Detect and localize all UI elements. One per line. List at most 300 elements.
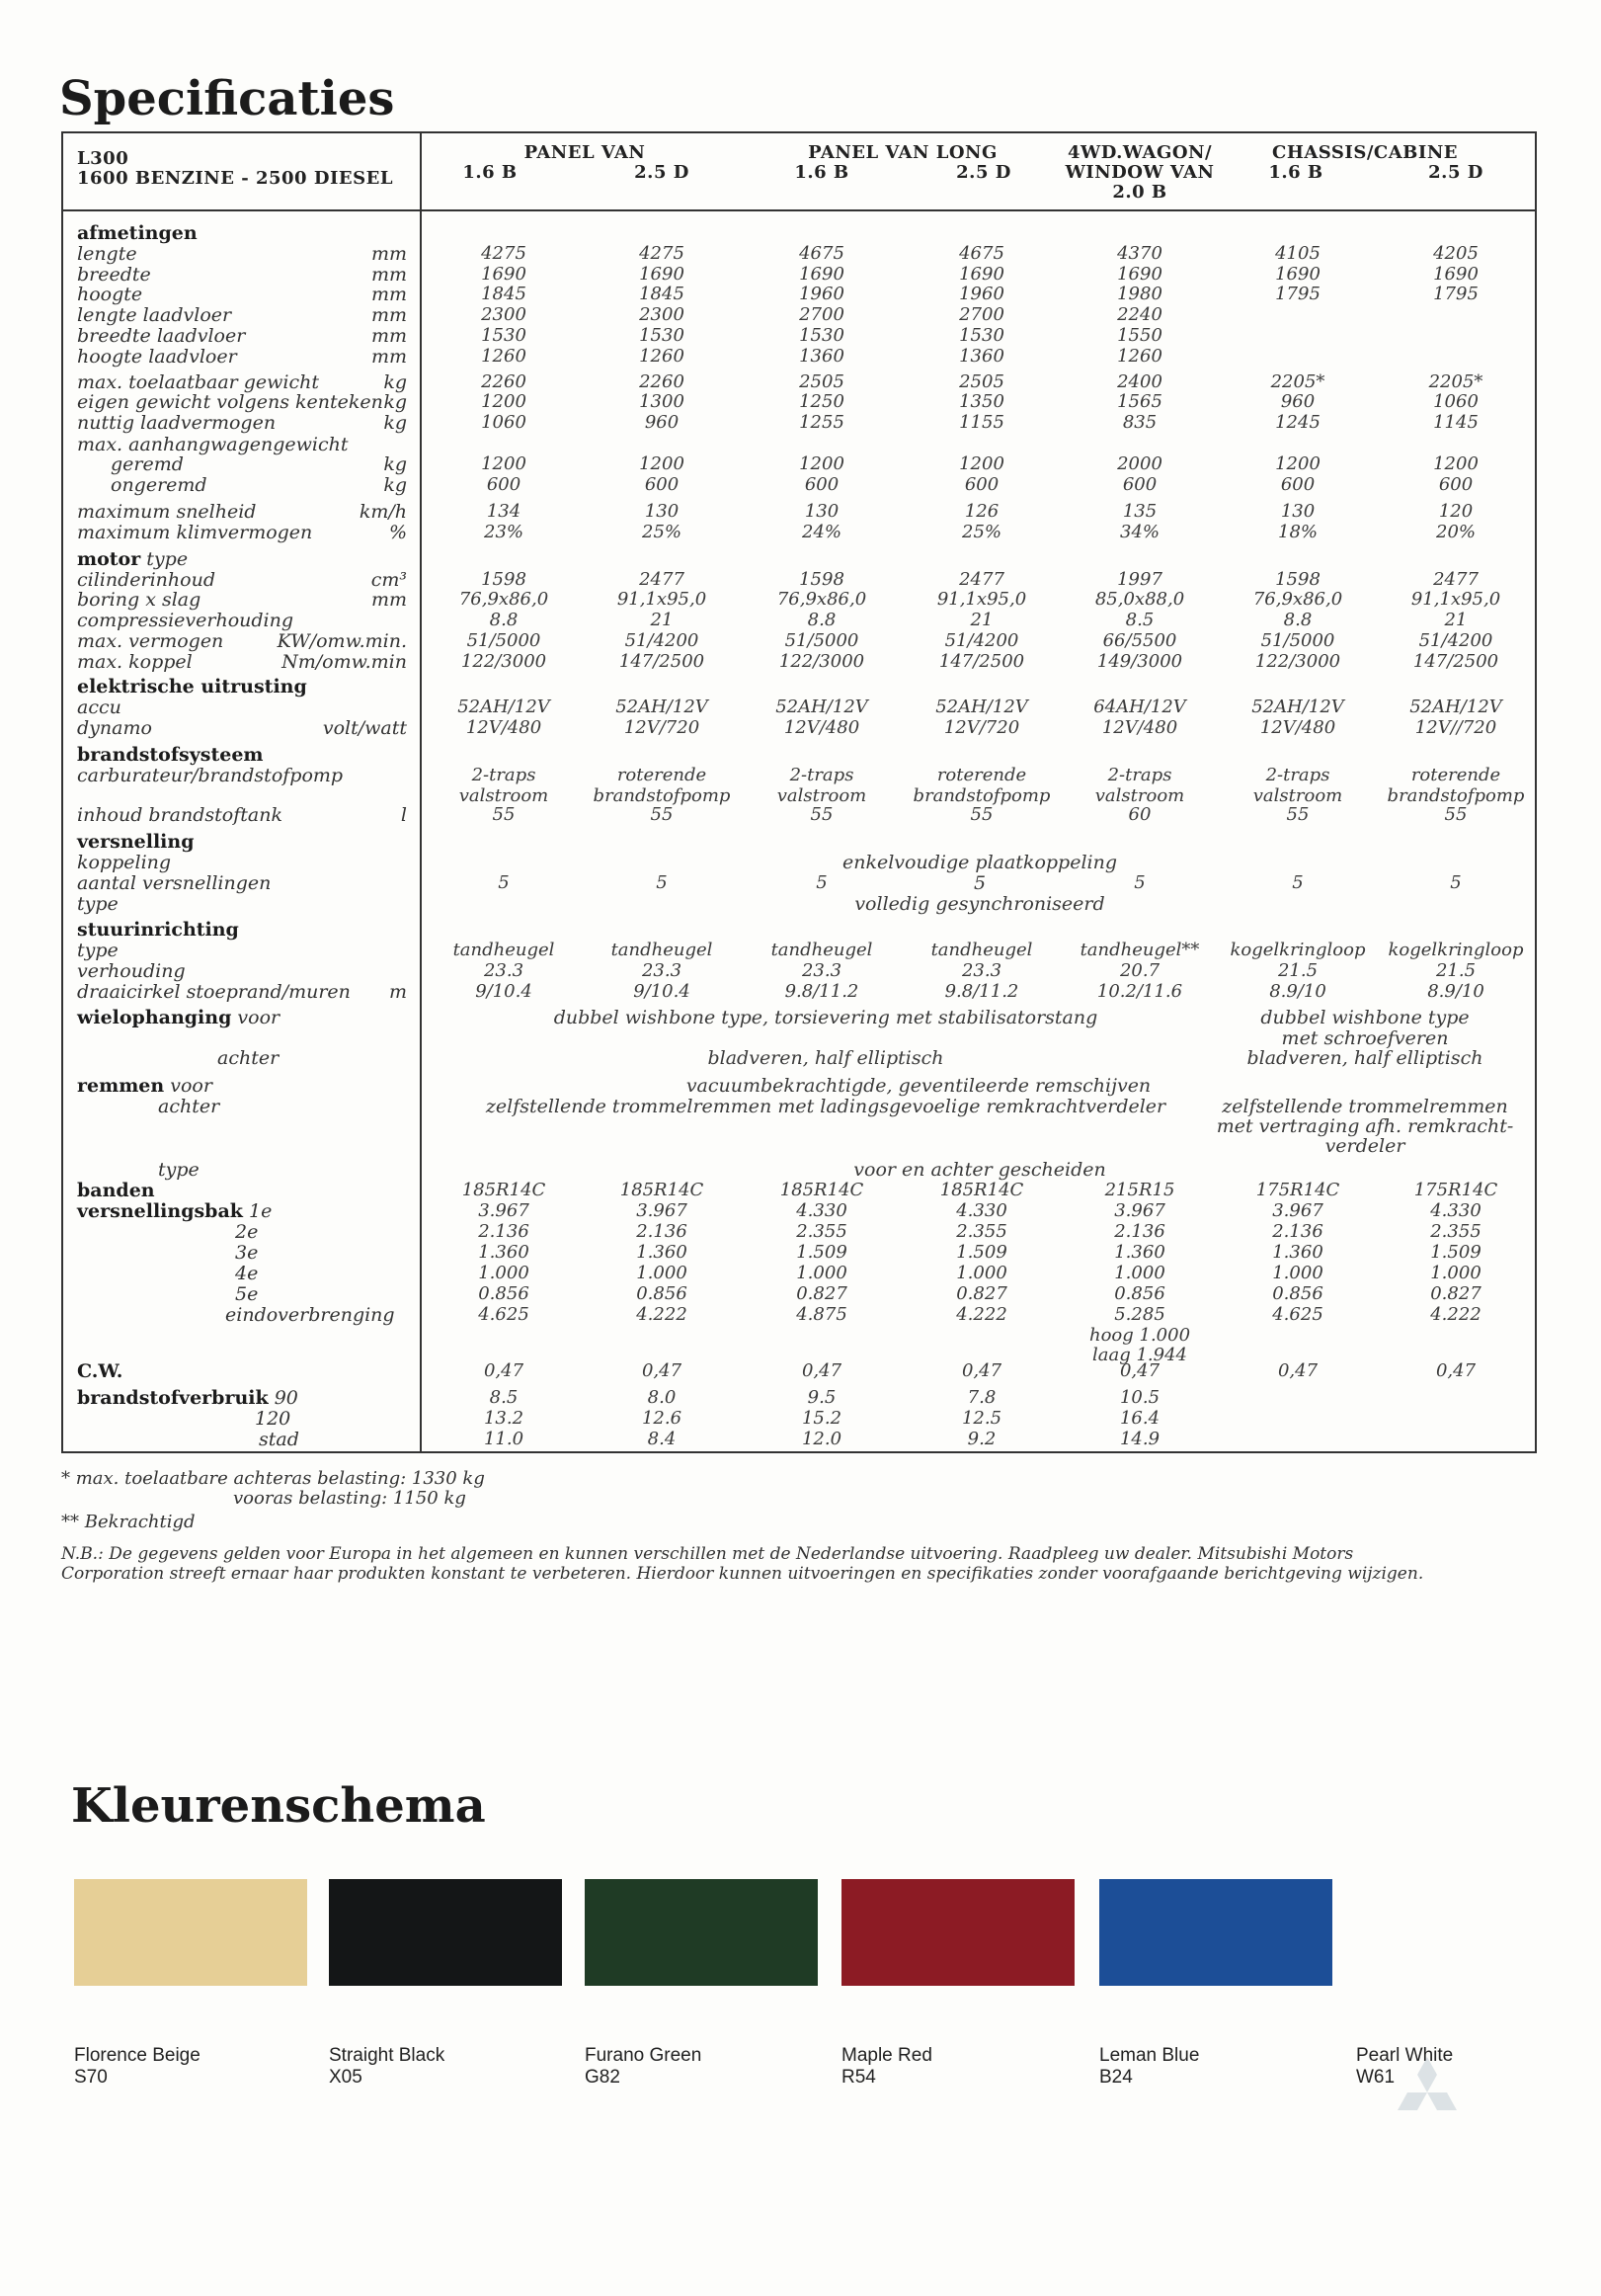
table-cell: 55: [810, 804, 834, 825]
row-label-suffix: voor: [231, 1007, 280, 1028]
row-label: 4e: [235, 1263, 259, 1284]
table-cell: 1.000: [478, 1263, 529, 1283]
row-unit: km/h: [359, 501, 407, 523]
row-unit: l: [400, 804, 407, 826]
table-cell: 4.222: [1430, 1304, 1481, 1325]
table-cell: 1260: [481, 346, 526, 367]
table-cell: 1.360: [1114, 1242, 1165, 1263]
row-label: max. koppel: [77, 651, 193, 673]
table-cell: tandheugel: [452, 940, 555, 960]
spanning-cell: volledig gesynchroniseerd: [854, 893, 1105, 915]
table-cell: 2-traps: [1107, 765, 1172, 785]
table-cell: 2400: [1117, 371, 1162, 392]
group-header: PANEL VAN LONG: [808, 142, 998, 163]
row-label: brandstofsysteem: [77, 744, 264, 766]
disclaimer-line-1: N.B.: De gegevens gelden voor Europa in het algemeen en kunnen verschillen met de Nederlandse uitvoering. Raadpleeg uw dealer. Mitsubishi Motors: [61, 1544, 1354, 1564]
table-cell: 5: [1134, 872, 1146, 893]
row-unit: mm: [370, 346, 407, 368]
table-cell: 2.355: [1430, 1221, 1481, 1242]
table-cell: 1565: [1117, 391, 1162, 412]
row-label: banden: [77, 1180, 155, 1201]
table-cell: 2260: [481, 371, 526, 392]
row-label: achter: [158, 1096, 220, 1117]
table-cell: 1200: [481, 453, 526, 474]
table-cell: 4.625: [1272, 1304, 1323, 1325]
table-cell: 8.8: [1283, 610, 1313, 630]
table-cell: kogelkringloop: [1230, 940, 1366, 960]
row-label: type: [158, 1159, 200, 1181]
table-cell: 0.827: [1430, 1283, 1481, 1304]
table-cell: valstroom: [776, 785, 867, 806]
color-code: R54: [841, 2067, 876, 2088]
table-cell: 1980: [1117, 284, 1162, 304]
table-cell: 1245: [1275, 412, 1321, 433]
row-unit: mm: [370, 284, 407, 305]
row-label: verhouding: [77, 960, 186, 982]
table-cell: 91,1x95,0: [1410, 589, 1501, 610]
table-cell: 1960: [799, 284, 844, 304]
table-cell: 1200: [639, 453, 684, 474]
table-cell: 13.2: [483, 1408, 524, 1429]
row-label: aantal versnellingen: [77, 872, 272, 894]
row-label: dynamo: [77, 717, 152, 739]
row-label: stuurinrichting: [77, 919, 239, 941]
table-cell: 51/5000: [466, 630, 541, 651]
table-cell: 1690: [1275, 264, 1321, 285]
table-cell: 91,1x95,0: [616, 589, 707, 610]
row-label-group: [77, 1388, 298, 1408]
table-cell: 0,47: [801, 1360, 842, 1381]
table-cell: 9.5: [807, 1387, 837, 1408]
table-cell: 12.6: [641, 1408, 682, 1429]
color-code: G82: [585, 2067, 620, 2088]
row-label: stad: [259, 1429, 299, 1450]
table-cell: 4370: [1117, 243, 1162, 264]
table-cell: valstroom: [458, 785, 549, 806]
spanning-cell: enkelvoudige plaatkoppeling: [841, 852, 1118, 873]
table-cell: 51/4200: [944, 630, 1019, 651]
table-cell: 4.222: [636, 1304, 687, 1325]
table-cell: 175R14C: [1413, 1180, 1498, 1200]
row-label-suffix: 90: [268, 1387, 298, 1409]
group-header-line2: WINDOW VAN: [1065, 162, 1215, 183]
color-swatch: [841, 1879, 1075, 1986]
table-corner-engines: 1600 BENZINE - 2500 DIESEL: [77, 168, 393, 189]
table-cell: tandheugel: [930, 940, 1033, 960]
table-cell: 1060: [481, 412, 526, 433]
table-header-divider: [61, 209, 1537, 211]
table-cell: 2205*: [1428, 371, 1483, 392]
table-cell: 0.856: [1114, 1283, 1165, 1304]
row-label: wielophanging: [77, 1007, 232, 1028]
row-label: ongeremd: [111, 474, 207, 496]
table-cell: 4.330: [796, 1200, 847, 1221]
row-label: carburateur/brandstofpomp: [77, 765, 344, 786]
table-cell: roterende: [616, 765, 707, 785]
table-cell: 130: [644, 501, 680, 522]
footnote-axle-front: vooras belasting: 1150 kg: [233, 1488, 466, 1509]
color-name: Leman Blue: [1099, 2045, 1200, 2066]
table-cell: 8.8: [489, 610, 519, 630]
color-title: Kleurenschema: [71, 1778, 486, 1834]
spanning-cell: dubbel wishbone type: [1260, 1007, 1470, 1028]
group-header-line3: 2.0 B: [1112, 182, 1167, 203]
table-cell: 1155: [959, 412, 1004, 433]
table-cell: brandstofpomp: [1387, 785, 1525, 806]
table-cell: 1598: [1275, 569, 1321, 590]
row-label: lengte: [77, 243, 137, 265]
table-cell: 5: [656, 872, 668, 893]
table-cell: 960: [1280, 391, 1316, 412]
table-cell: 1.000: [796, 1263, 847, 1283]
color-code: X05: [329, 2067, 362, 2088]
table-cell: 9.8/11.2: [784, 981, 859, 1002]
table-cell: 1598: [481, 569, 526, 590]
table-cell: 2300: [481, 304, 526, 325]
color-label: [329, 2045, 444, 2089]
table-label-divider: [420, 131, 422, 1453]
table-cell: 51/5000: [1260, 630, 1335, 651]
table-cell: 76,9x86,0: [1252, 589, 1343, 610]
row-label: cilinderinhoud: [77, 569, 215, 591]
table-cell: 147/2500: [938, 651, 1025, 672]
table-cell: 1300: [639, 391, 684, 412]
table-cell: 1200: [1275, 453, 1321, 474]
spanning-cell: voor en achter gescheiden: [853, 1159, 1106, 1181]
table-cell: 8.9/10: [1269, 981, 1326, 1002]
table-cell: roterende: [1410, 765, 1501, 785]
table-cell: 600: [644, 474, 680, 495]
table-cell: 130: [804, 501, 840, 522]
table-cell: 55: [1444, 804, 1468, 825]
table-cell: 21: [970, 610, 994, 630]
color-name: Furano Green: [585, 2045, 702, 2066]
row-label-group: [77, 1201, 272, 1221]
table-cell: 4205: [1433, 243, 1479, 264]
table-cell: 215R15: [1104, 1180, 1175, 1200]
table-cell: 1360: [799, 346, 844, 367]
table-cell: 3.967: [1114, 1200, 1165, 1221]
table-cell: 0.856: [478, 1283, 529, 1304]
table-cell: 0.856: [636, 1283, 687, 1304]
row-unit: KW/omw.min.: [277, 630, 407, 652]
table-cell: 1.000: [1430, 1263, 1481, 1283]
table-cell: 2300: [639, 304, 684, 325]
table-cell: 1200: [481, 391, 526, 412]
table-cell: 2477: [639, 569, 684, 590]
table-cell: 25%: [641, 522, 682, 542]
table-cell: 23.3: [483, 960, 524, 981]
table-cell: 52AH/12V: [775, 697, 868, 717]
group-header: PANEL VAN: [523, 142, 646, 163]
table-cell: 1255: [799, 412, 844, 433]
row-label: max. vermogen: [77, 630, 224, 652]
table-cell: brandstofpomp: [593, 785, 731, 806]
row-label: 120: [255, 1408, 291, 1430]
table-cell: 4275: [481, 243, 526, 264]
table-cell: 14.9: [1119, 1429, 1161, 1449]
color-name: Maple Red: [841, 2045, 932, 2066]
table-cell: 147/2500: [618, 651, 705, 672]
table-cell: 21: [650, 610, 674, 630]
table-cell: 1530: [799, 325, 844, 346]
table-cell: 9.8/11.2: [944, 981, 1019, 1002]
table-cell: 23%: [483, 522, 524, 542]
table-cell: 122/3000: [460, 651, 547, 672]
color-label: [841, 2045, 932, 2089]
table-cell: 1360: [959, 346, 1004, 367]
mitsubishi-logo-icon: [1393, 2055, 1462, 2124]
table-cell: 1795: [1275, 284, 1321, 304]
table-cell: 130: [1280, 501, 1316, 522]
row-label-suffix: type: [140, 548, 189, 570]
table-cell: 15.2: [801, 1408, 842, 1429]
table-cell: 600: [1438, 474, 1474, 495]
table-cell: 1690: [959, 264, 1004, 285]
table-cell: 20%: [1435, 522, 1477, 542]
column-header: 1.6 B: [1268, 162, 1323, 183]
spanning-cell: met vertraging afh. remkracht-: [1216, 1115, 1514, 1137]
table-cell: 4.875: [796, 1304, 847, 1325]
table-cell: 0.827: [796, 1283, 847, 1304]
table-cell: 1.509: [1430, 1242, 1481, 1263]
row-unit: cm³: [370, 569, 407, 591]
color-label: [1099, 2045, 1199, 2089]
table-cell: brandstofpomp: [913, 785, 1051, 806]
table-cell: 51/4200: [624, 630, 699, 651]
table-cell: 147/2500: [1412, 651, 1499, 672]
table-cell: 2700: [959, 304, 1004, 325]
table-cell: 5: [816, 872, 828, 893]
table-cell: 1200: [799, 453, 844, 474]
table-cell: 21.5: [1277, 960, 1319, 981]
row-label: koppeling: [77, 852, 172, 873]
table-cell: 2.136: [1114, 1221, 1165, 1242]
table-cell: 2-traps: [1265, 765, 1330, 785]
row-unit: Nm/omw.min: [281, 651, 407, 673]
row-unit: %: [388, 522, 407, 543]
row-label: inhoud brandstoftank: [77, 804, 282, 826]
table-cell: 1250: [799, 391, 844, 412]
table-cell: 135: [1122, 501, 1158, 522]
column-header: 2.5 D: [1428, 162, 1483, 183]
color-label: [585, 2045, 701, 2089]
row-label: eindoverbrenging: [225, 1304, 395, 1326]
table-cell: 0,47: [1435, 1360, 1477, 1381]
table-cell: 60: [1128, 804, 1152, 825]
table-cell: 2477: [959, 569, 1004, 590]
spanning-cell: verdeler: [1324, 1135, 1405, 1157]
table-cell: 2.355: [796, 1221, 847, 1242]
color-swatch: [329, 1879, 562, 1986]
table-cell: 64AH/12V: [1093, 697, 1186, 717]
table-cell: valstroom: [1252, 785, 1343, 806]
column-header: 1.6 B: [794, 162, 849, 183]
row-label: hoogte: [77, 284, 143, 305]
table-cell: 52AH/12V: [935, 697, 1028, 717]
row-label: compressieverhouding: [77, 610, 294, 631]
table-cell: 9/10.4: [475, 981, 532, 1002]
table-cell: 0,47: [483, 1360, 524, 1381]
spanning-cell: zelfstellende trommelremmen met ladingsgevoelige remkrachtverdeler: [485, 1096, 1166, 1117]
table-cell: laag 1.944: [1092, 1345, 1187, 1365]
table-corner-model: L300: [77, 148, 129, 169]
table-cell: 600: [486, 474, 521, 495]
table-cell: 12V/480: [1259, 717, 1336, 738]
table-cell: 52AH/12V: [615, 697, 708, 717]
table-cell: 12V/480: [783, 717, 860, 738]
row-label: versnelling: [77, 831, 195, 853]
table-cell: 1.360: [1272, 1242, 1323, 1263]
table-cell: 122/3000: [778, 651, 865, 672]
table-cell: 8.8: [807, 610, 837, 630]
table-cell: 1.360: [478, 1242, 529, 1263]
color-code: S70: [74, 2067, 108, 2088]
table-cell: 149/3000: [1096, 651, 1183, 672]
row-label: nuttig laadvermogen: [77, 412, 277, 434]
table-cell: 2.355: [956, 1221, 1007, 1242]
table-cell: 3.967: [478, 1200, 529, 1221]
table-cell: 23.3: [801, 960, 842, 981]
spanning-cell: met schroefveren: [1281, 1027, 1449, 1049]
table-cell: 12.0: [801, 1429, 842, 1449]
row-unit: mm: [370, 264, 407, 286]
spanning-cell: 5: [973, 872, 987, 894]
color-code: B24: [1099, 2067, 1133, 2088]
table-cell: 1550: [1117, 325, 1162, 346]
table-cell: tandheugel**: [1080, 940, 1200, 960]
table-cell: tandheugel: [770, 940, 873, 960]
table-cell: 1960: [959, 284, 1004, 304]
row-label: lengte laadvloer: [77, 304, 232, 326]
footnote-power-steering: ** Bekrachtigd: [61, 1512, 196, 1532]
table-cell: 2505: [799, 371, 844, 392]
table-cell: 9/10.4: [633, 981, 690, 1002]
table-cell: 91,1x95,0: [936, 589, 1027, 610]
row-unit: volt/watt: [322, 717, 407, 739]
color-swatch: [1099, 1879, 1332, 1986]
table-cell: 12V/480: [465, 717, 542, 738]
row-label: remmen: [77, 1075, 165, 1097]
spanning-cell: bladveren, half elliptisch: [1246, 1047, 1483, 1069]
spanning-cell: dubbel wishbone type, torsievering met stabilisatorstang: [553, 1007, 1098, 1028]
table-cell: 600: [964, 474, 1000, 495]
color-label: [74, 2045, 200, 2089]
table-cell: 1260: [639, 346, 684, 367]
table-cell: 960: [644, 412, 680, 433]
table-cell: 66/5500: [1102, 630, 1177, 651]
table-cell: 0,47: [961, 1360, 1002, 1381]
table-cell: 2.136: [636, 1221, 687, 1242]
table-cell: 1200: [1433, 453, 1479, 474]
table-cell: 175R14C: [1255, 1180, 1340, 1200]
table-cell: 51/5000: [784, 630, 859, 651]
table-cell: 16.4: [1119, 1408, 1161, 1429]
table-cell: 4.222: [956, 1304, 1007, 1325]
table-cell: 4675: [799, 243, 844, 264]
footnote-axle-rear: * max. toelaatbare achteras belasting: 1330 kg: [61, 1468, 485, 1489]
row-label-suffix: voor: [164, 1075, 212, 1097]
table-cell: 25%: [961, 522, 1002, 542]
table-cell: 1598: [799, 569, 844, 590]
color-code: W61: [1356, 2067, 1396, 2088]
table-cell: roterende: [936, 765, 1027, 785]
row-label: afmetingen: [77, 222, 198, 244]
table-cell: 55: [650, 804, 674, 825]
table-cell: 4275: [639, 243, 684, 264]
table-cell: 76,9x86,0: [776, 589, 867, 610]
table-cell: 1.000: [956, 1263, 1007, 1283]
table-cell: 185R14C: [461, 1180, 546, 1200]
table-cell: 1.000: [1114, 1263, 1165, 1283]
table-cell: 21: [1444, 610, 1468, 630]
table-cell: 3.967: [1272, 1200, 1323, 1221]
table-cell: 1.000: [636, 1263, 687, 1283]
group-header: CHASSIS/CABINE: [1272, 142, 1458, 163]
column-header: 1.6 B: [462, 162, 518, 183]
table-cell: 2260: [639, 371, 684, 392]
color-name: Florence Beige: [74, 2045, 200, 2066]
table-cell: 8.5: [1125, 610, 1155, 630]
table-cell: 1060: [1433, 391, 1479, 412]
table-cell: 8.0: [647, 1387, 677, 1408]
table-cell: valstroom: [1094, 785, 1185, 806]
table-cell: 23.3: [961, 960, 1002, 981]
table-cell: 0,47: [1119, 1360, 1161, 1381]
table-cell: 20.7: [1119, 960, 1161, 981]
column-header: 2.5 D: [634, 162, 689, 183]
table-cell: 11.0: [483, 1429, 524, 1449]
table-cell: 8.4: [647, 1429, 677, 1449]
row-label: versnellingsbak: [77, 1200, 243, 1222]
table-cell: 12V/720: [943, 717, 1020, 738]
table-cell: 185R14C: [779, 1180, 864, 1200]
table-cell: 1845: [481, 284, 526, 304]
table-cell: 1690: [1433, 264, 1479, 285]
row-label-group: [77, 1076, 212, 1096]
table-cell: 1795: [1433, 284, 1479, 304]
table-cell: 1350: [959, 391, 1004, 412]
table-cell: 5: [498, 872, 510, 893]
row-label: breedte laadvloer: [77, 325, 246, 347]
table-cell: 52AH/12V: [1251, 697, 1344, 717]
row-label: elektrische uitrusting: [77, 676, 307, 697]
row-unit: kg: [383, 453, 407, 475]
table-cell: 12V/480: [1101, 717, 1178, 738]
row-label-suffix: 1e: [242, 1200, 273, 1222]
row-label: geremd: [111, 453, 184, 475]
table-cell: 600: [1280, 474, 1316, 495]
color-name: Straight Black: [329, 2045, 445, 2066]
spanning-cell: vacuumbekrachtigde, geventileerde remschijven: [685, 1075, 1152, 1097]
table-cell: 8.5: [489, 1387, 519, 1408]
row-label: maximum klimvermogen: [77, 522, 313, 543]
table-cell: 1260: [1117, 346, 1162, 367]
table-cell: kogelkringloop: [1388, 940, 1524, 960]
table-cell: 1690: [481, 264, 526, 285]
table-cell: 7.8: [967, 1387, 997, 1408]
row-label: breedte: [77, 264, 151, 286]
disclaimer-line-2: Corporation streeft ernaar haar produkten konstant te verbeteren. Hierdoor kunnen uitvoeringen en specifikaties zonder voorafgaande berichtgeving wijzigen.: [61, 1564, 1424, 1584]
row-label: C.W.: [77, 1360, 123, 1382]
row-label: boring x slag: [77, 589, 201, 611]
table-cell: 1690: [639, 264, 684, 285]
row-label: type: [77, 893, 119, 915]
table-cell: 12V/720: [623, 717, 700, 738]
table-cell: 1845: [639, 284, 684, 304]
table-cell: 23.3: [641, 960, 682, 981]
table-cell: 185R14C: [619, 1180, 704, 1200]
